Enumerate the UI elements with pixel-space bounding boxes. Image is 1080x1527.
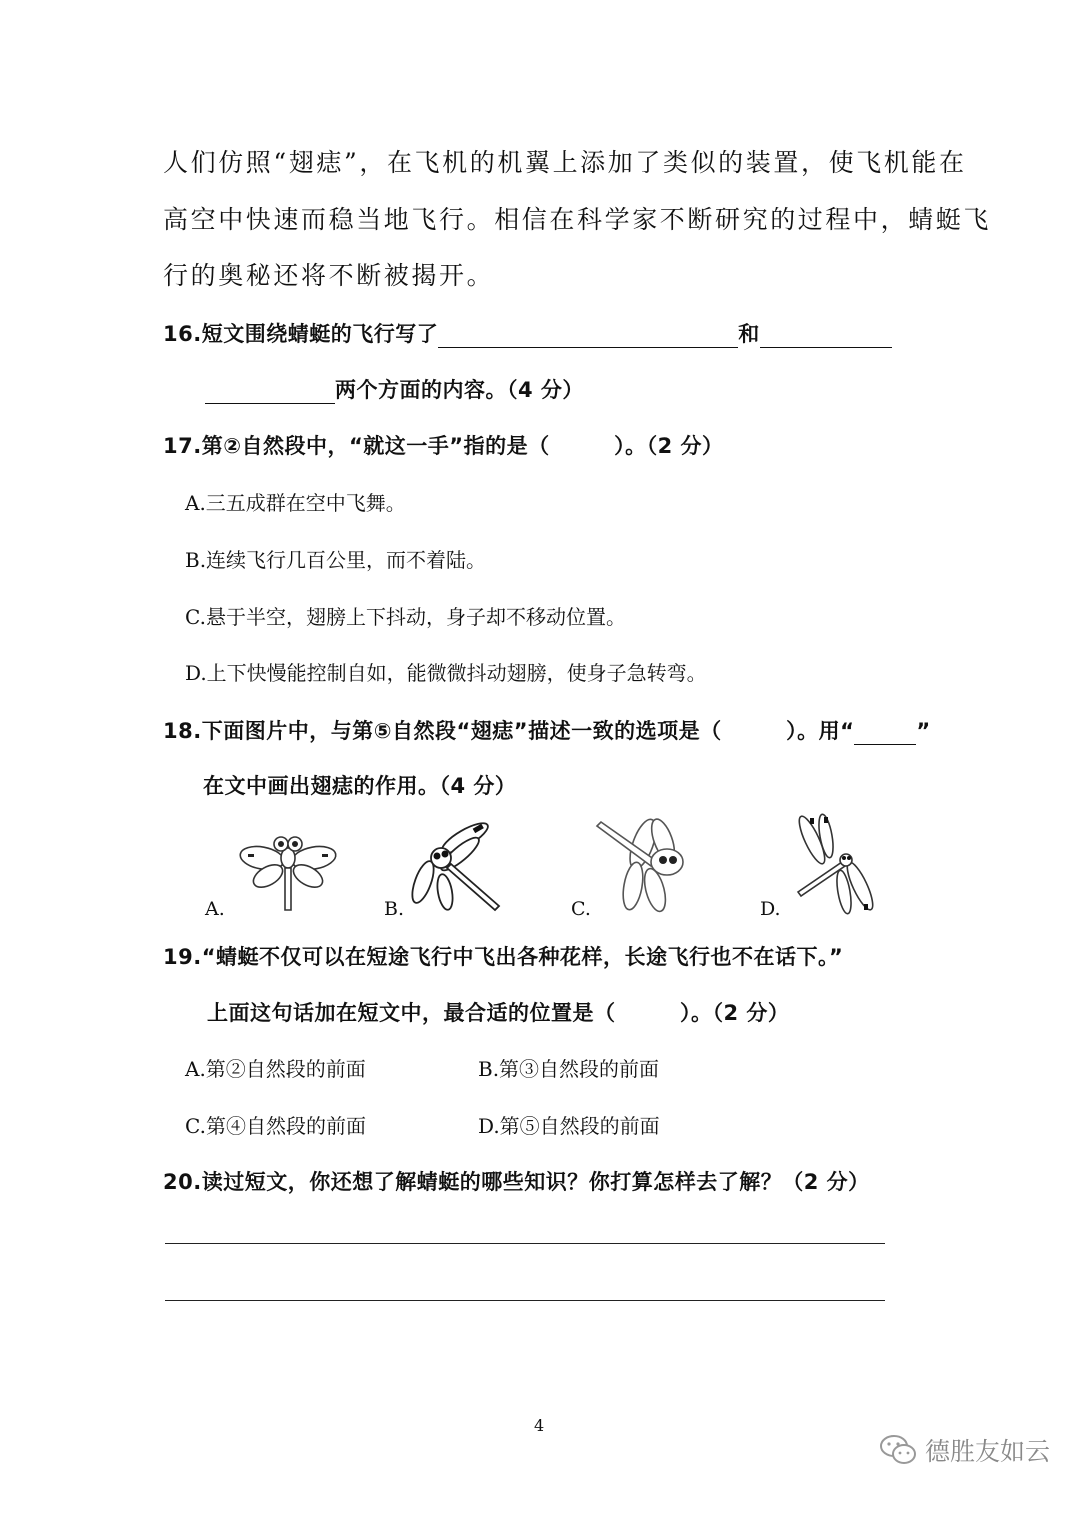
q16-blank-1[interactable]	[438, 325, 738, 348]
q19-stem-2: 上面这句话加在短文中，最合适的位置是（ ）。（2 分）	[207, 1001, 790, 1025]
q16-blank-3[interactable]	[205, 381, 335, 404]
passage-line-2: 高空中快速而稳当地飞行。相信在科学家不断研究的过程中，蜻蜓飞	[163, 205, 992, 234]
q17-stem: 17.第②自然段中，“就这一手”指的是（ ）。（2 分）	[163, 434, 724, 458]
q16-text-1: 16.短文围绕蜻蜓的飞行写了	[163, 322, 439, 346]
q17-option-c: C.悬于半空，翅膀上下抖动，身子却不移动位置。	[185, 605, 626, 629]
q16-blank-2[interactable]	[760, 325, 892, 348]
q20-answer-line-1[interactable]	[165, 1243, 885, 1244]
watermark	[879, 1432, 1050, 1468]
q17-option-b: B.连续飞行几百公里，而不着陆。	[185, 548, 487, 572]
q18-underline-sample	[854, 722, 916, 745]
q20-answer-line-2[interactable]	[165, 1300, 885, 1301]
q18-label-c: C.	[571, 898, 591, 920]
passage-line-1: 人们仿照“翅痣”，在飞机的机翼上添加了类似的装置，使飞机能在	[163, 148, 967, 177]
q18-stem-a: 18.下面图片中，与第⑤自然段“翅痣”描述一致的选项是（ ）。用“	[163, 719, 855, 743]
q19-option-d: D.第⑤自然段的前面	[478, 1114, 660, 1138]
passage-line-3: 行的奥秘还将不断被揭开。	[163, 261, 495, 290]
q19-stem: 19.“蜻蜓不仅可以在短途飞行中飞出各种花样，长途飞行也不在话下。”	[163, 945, 844, 969]
q16-text-3: 两个方面的内容。（4 分）	[335, 378, 584, 402]
dragonfly-c-image	[593, 818, 693, 914]
watermark-text: 德胜友如云	[924, 1437, 1050, 1466]
q18-label-d: D.	[760, 898, 781, 920]
q20-stem: 20.读过短文，你还想了解蜻蜓的哪些知识？你打算怎样去了解？（2 分）	[163, 1170, 870, 1194]
q16-text-2: 和	[738, 322, 760, 346]
page-number: 4	[534, 1416, 545, 1435]
q19-option-a: A.第②自然段的前面	[185, 1057, 366, 1081]
q16-line-1	[163, 318, 892, 348]
q17-option-a: A.三五成群在空中飞舞。	[185, 491, 406, 515]
q19-option-c: C.第④自然段的前面	[185, 1114, 366, 1138]
q18-label-a: A.	[205, 898, 225, 920]
q17-option-d: D.上下快慢能控制自如，能微微抖动翅膀，使身子急转弯。	[185, 661, 707, 685]
q16-line-2	[205, 374, 584, 404]
q19-option-b: B.第③自然段的前面	[478, 1057, 660, 1081]
dragonfly-b-image	[405, 820, 505, 912]
dragonfly-d-image	[790, 812, 880, 916]
wechat-icon	[879, 1433, 917, 1467]
q18-label-b: B.	[384, 898, 405, 920]
q18-stem	[163, 715, 931, 745]
q18-stem-2: 在文中画出翅痣的作用。（4 分）	[203, 774, 517, 798]
dragonfly-a-image	[238, 818, 338, 916]
q18-stem-b: ”	[916, 719, 931, 743]
